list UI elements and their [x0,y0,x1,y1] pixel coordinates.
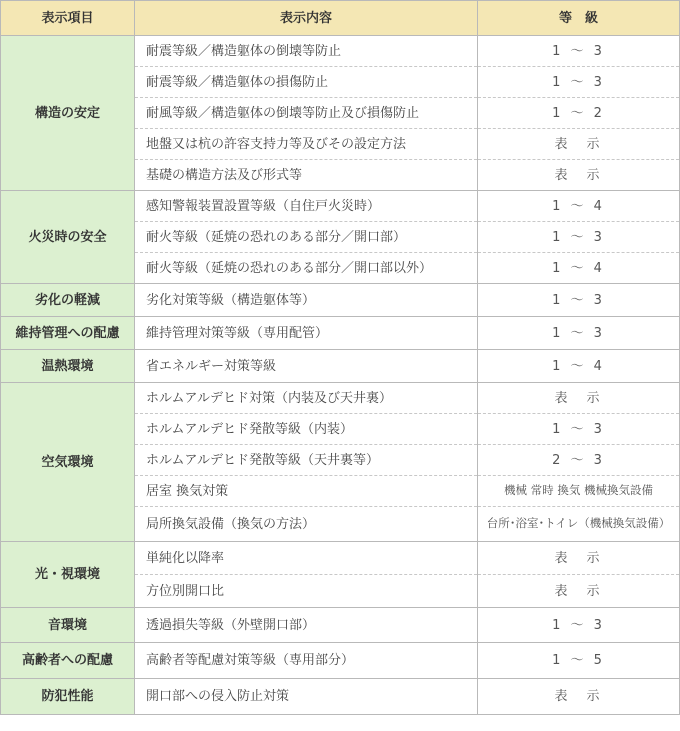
category-cell: 劣化の軽減 [1,284,135,317]
item-cell: 単純化以降率 [135,542,478,575]
item-cell: 省エネルギー対策等級 [135,350,478,383]
category-cell: 音環境 [1,608,135,643]
table-row [1,317,680,350]
category-cell: 維持管理への配慮 [1,317,135,350]
item-cell: 劣化対策等級（構造躯体等） [135,284,478,317]
item-cell: 居室 換気対策 [135,476,478,507]
item-cell: ホルムアルデヒド対策（内装及び天井裏） [135,383,478,414]
category-cell: 温熱環境 [1,350,135,383]
table-row [1,679,680,715]
category-cell: 光・視環境 [1,542,135,608]
table-row [1,542,680,575]
grade-cell: 1 ～ 3 [478,608,680,643]
item-cell: 局所換気設備（換気の方法） [135,507,478,542]
grade-cell: 1 ～ 3 [478,36,680,67]
grade-cell: 1 ～ 3 [478,414,680,445]
grade-cell: 表 示 [478,129,680,160]
item-cell: 感知警報装置設置等級（自住戸火災時） [135,191,478,222]
category-cell: 空気環境 [1,383,135,542]
table-row [1,191,680,222]
category-cell: 高齢者への配慮 [1,643,135,679]
table-row [1,383,680,414]
grade-cell: 1 ～ 3 [478,67,680,98]
header-grade: 等 級 [478,1,680,36]
grade-cell: 2 ～ 3 [478,445,680,476]
item-cell: ホルムアルデヒド発散等級（天井裏等） [135,445,478,476]
grade-cell: 1 ～ 4 [478,253,680,284]
grade-cell: 表 示 [478,383,680,414]
table-row [1,608,680,643]
grade-cell: 1 ～ 2 [478,98,680,129]
item-cell: 基礎の構造方法及び形式等 [135,160,478,191]
category-cell: 構造の安定 [1,36,135,191]
item-cell: 方位別開口比 [135,575,478,608]
category-cell: 火災時の安全 [1,191,135,284]
header-content: 表示内容 [135,1,478,36]
item-cell: 地盤又は杭の許容支持力等及びその設定方法 [135,129,478,160]
item-cell: 耐火等級（延焼の恐れのある部分／開口部） [135,222,478,253]
item-cell: 耐火等級（延焼の恐れのある部分／開口部以外） [135,253,478,284]
table-row [1,643,680,679]
grade-cell: 表 示 [478,575,680,608]
item-cell: 耐風等級／構造躯体の倒壊等防止及び損傷防止 [135,98,478,129]
header-row [1,1,680,36]
grade-cell: 1 ～ 4 [478,191,680,222]
item-cell: ホルムアルデヒド発散等級（内装） [135,414,478,445]
item-cell: 維持管理対策等級（専用配管） [135,317,478,350]
grade-cell: 1 ～ 3 [478,284,680,317]
item-cell: 耐震等級／構造躯体の倒壊等防止 [135,36,478,67]
header-category: 表示項目 [1,1,135,36]
grade-cell: 表 示 [478,542,680,575]
grade-cell: 1 ～ 3 [478,222,680,253]
category-cell: 防犯性能 [1,679,135,715]
item-cell: 高齢者等配慮対策等級（専用部分） [135,643,478,679]
grade-cell: 表 示 [478,679,680,715]
item-cell: 透過損失等級（外壁開口部） [135,608,478,643]
grade-cell: 台所･浴室･トイレ（機械換気設備） [478,507,680,542]
grade-cell: 1 ～ 4 [478,350,680,383]
table-row [1,350,680,383]
grade-cell: 機械 常時 換気 機械換気設備 [478,476,680,507]
grade-cell: 表 示 [478,160,680,191]
table-row [1,36,680,67]
grade-cell: 1 ～ 5 [478,643,680,679]
table-row [1,284,680,317]
grade-cell: 1 ～ 3 [478,317,680,350]
item-cell: 開口部への侵入防止対策 [135,679,478,715]
item-cell: 耐震等級／構造躯体の損傷防止 [135,67,478,98]
